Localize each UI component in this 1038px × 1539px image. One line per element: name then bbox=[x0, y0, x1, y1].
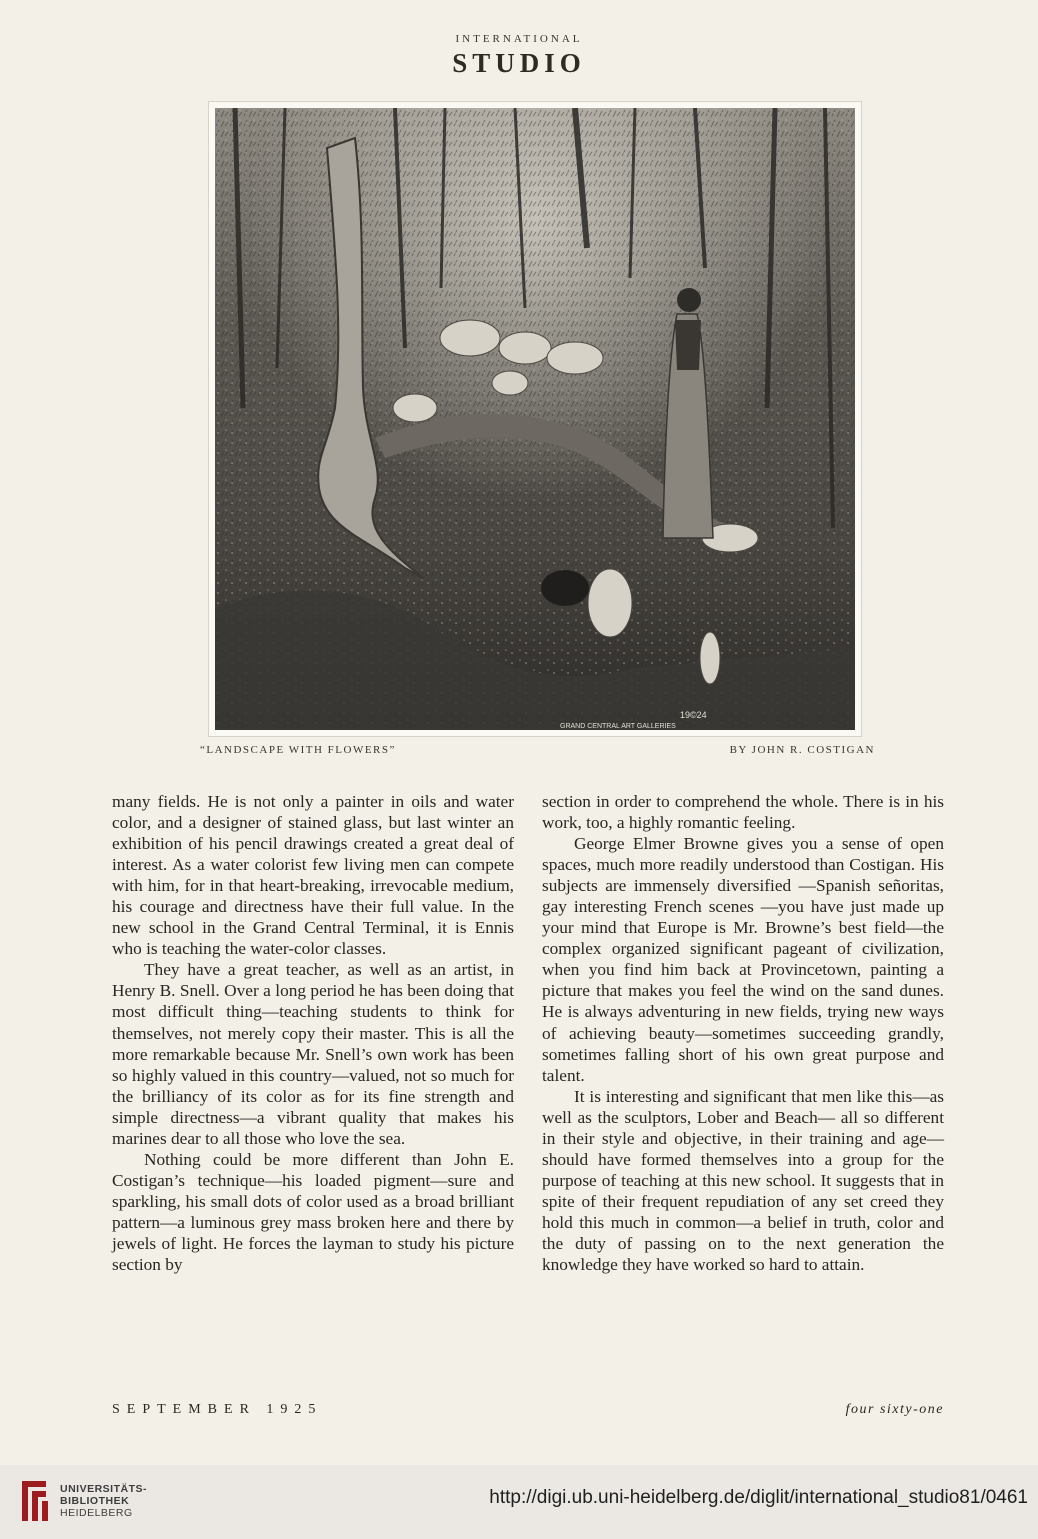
issue-date: SEPTEMBER 1925 bbox=[112, 1402, 323, 1417]
paragraph: George Elmer Browne gives you a sense of open spaces, much more readily understood than Costigan. His subjects are immensely diversified —Spanish señoritas, gay interesting French scenes —you have just made up your mind that Europe is Mr. Browne’s best field—the complex organized significant pageant of civilization, when you find him back at Provincetown, painting a picture that makes you feel the wind on the sand dunes. He is always adventuring in new fields, trying new ways of achieving beauty—sometimes succeeding grandly, sometimes falling short of his own great purpose and talent. bbox=[542, 834, 944, 1085]
library-logo-icon bbox=[16, 1477, 52, 1525]
painting-image bbox=[215, 108, 855, 730]
paragraph: They have a great teacher, as well as an artist, in Henry B. Snell. Over a long period he has been doing that most difficult thing—teaching students to think for themselves, not merely copy their master. This is all the more remarkable because Mr. Snell’s own work has been so highly valued in this country—valued, not so much for the brilliancy of its color as for its fine strength and simple directness—a vibrant quality that makes his marines dear to all those who love the sea. bbox=[112, 960, 514, 1148]
gallery-mark: GRAND CENTRAL ART GALLERIES bbox=[560, 723, 676, 730]
library-banner bbox=[0, 1465, 1038, 1539]
figure-caption-artist: BY JOHN R. COSTIGAN bbox=[729, 744, 875, 756]
paragraph: section in order to comprehend the whole. There is in his work, too, a highly romantic feeling. bbox=[542, 792, 944, 833]
source-url[interactable]: http://digi.ub.uni-heidelberg.de/diglit/international_studio81/0461 bbox=[489, 1487, 1028, 1508]
library-name-line: HEIDELBERG bbox=[60, 1507, 133, 1519]
text-column-left bbox=[112, 791, 514, 1275]
painting-signature: 19©24 bbox=[680, 710, 707, 720]
library-name-line: BIBLIOTHEK bbox=[60, 1495, 130, 1507]
page-number: four sixty-one bbox=[845, 1402, 944, 1417]
figure-caption-title: “LANDSCAPE WITH FLOWERS” bbox=[200, 744, 396, 756]
paragraph: Nothing could be more different than John E. Costigan’s technique—his loaded pigment—sure and sparkling, his small dots of color used as a broad brilliant pattern—a luminous grey mass broken here and there by jewels of light. He forces the layman to study his picture section by bbox=[112, 1149, 514, 1275]
masthead-title: STUDIO bbox=[452, 48, 586, 78]
text-column-right bbox=[542, 791, 944, 1275]
library-name bbox=[60, 1483, 147, 1519]
masthead-subtitle: international bbox=[455, 30, 583, 46]
paragraph: many fields. He is not only a painter in oils and water color, and a designer of stained glass, but last winter an exhibition of his pencil drawings created a great deal of interest. As a water colorist few living men can compete with him, for in that heart-breaking, irrevocable medium, his courage and directness have their full value. In the new school in the Grand Central Terminal, it is Ennis who is teaching the water-color classes. bbox=[112, 792, 514, 959]
figure-plate bbox=[208, 101, 862, 737]
paragraph: It is interesting and significant that men like this—as well as the sculptors, Lober and Beach— all so different in their style and objective, in their training and age—should have formed themselves into a group for the purpose of teaching at this new school. It suggests that in spite of their frequent repudiation of any set creed they hold this much in common—a belief in truth, color and the duty of passing on to the next generation the knowledge they have worked so hard to attain. bbox=[542, 1086, 944, 1275]
library-name-line: UNIVERSITÄTS- bbox=[60, 1483, 148, 1495]
